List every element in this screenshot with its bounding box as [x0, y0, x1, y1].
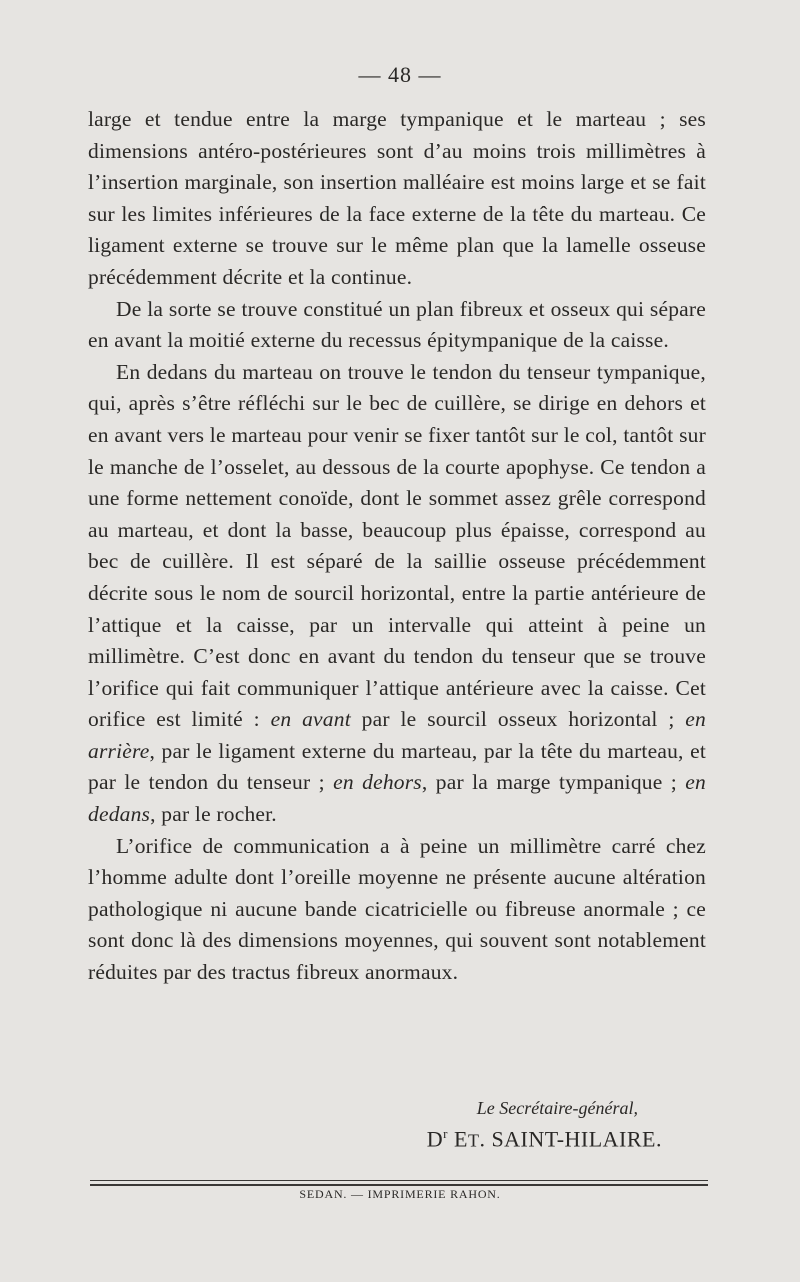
paragraph — [88, 357, 706, 831]
text-run: large et tendue entre la marge tympanique et le marteau ; ses dimensions antéro-postérieures sont d’au moins trois millimètres à l’insertion marginale, son insertion malléaire est moins large et se fait sur les limites inférieures de la face externe de la tête du marteau. Ce ligament externe se trouve sur le même plan que la lamelle osseuse précédemment décrite et la continue. — [88, 107, 706, 289]
text-run: En dedans du marteau on trouve le tendon du tenseur tympanique, qui, après s’être réfléchi sur le bec de cuillère, se dirige en dehors et en avant vers le marteau pour venir se fixer tantôt sur le col, tantôt sur le manche de l’osselet, au dessous de la courte apophyse. Ce tendon a une forme nettement conoïde, dont le sommet assez grêle correspond au marteau, et dont la basse, beaucoup plus épaisse, correspond au bec de cuillère. Il est séparé de la saillie osseuse précédemment décrite sous le nom de sourcil horizontal, entre la partie antérieure de l’attique et la caisse, par un intervalle qui atteint à peine un millimètre. C’est donc en avant du tendon du tenseur que se trouve l’orifice qui fait communiquer l’attique antérieure avec la caisse. Cet orifice est limité : — [88, 359, 706, 732]
italic-phrase: en dedans — [88, 770, 706, 827]
signature-name — [427, 1126, 662, 1152]
printer-imprint: SEDAN. — IMPRIMERIE RAHON. — [299, 1187, 501, 1201]
italic-phrase: en avant — [270, 707, 351, 732]
body-text — [88, 104, 706, 989]
text-run: L’orifice de communication a à peine un millimètre carré chez l’homme adulte dont l’oreille moyenne ne présente aucune altération pathologique ni aucune bande cicatricielle ou fibreuse anormale ; ce sont donc là des dimensions moyennes, qui souvent sont notablement réduites par des tractus fibreux anormaux. — [88, 833, 706, 985]
italic-phrase: en arrière — [88, 707, 706, 763]
italic-phrase: en dehors — [333, 770, 422, 795]
text-run: , par le ligament externe du marteau, par la tête du marteau, et par le tendon du tenseur ; — [88, 738, 706, 795]
signature-initial: E — [447, 1126, 468, 1152]
paragraph — [88, 104, 706, 294]
signature-initial-small: T — [467, 1130, 480, 1151]
paragraph — [88, 294, 706, 357]
text-run: par le sourcil osseux horizontal ; — [350, 707, 686, 732]
signature-title: Le Secrétaire-général, — [476, 1098, 638, 1118]
text-run: De la sorte se trouve constitué un plan fibreux et osseux qui sépare en avant la moitié externe du recessus épitympanique de la caisse. — [88, 296, 706, 353]
signature-prefix: D — [426, 1126, 444, 1152]
paragraph — [88, 831, 706, 989]
footer-rule-thin — [90, 1180, 708, 1181]
signature-surname: . SAINT-HILAIRE. — [479, 1126, 662, 1152]
signature-prefix-sup: r — [443, 1126, 448, 1141]
footer-rule-thick — [90, 1184, 708, 1186]
text-run: , par la marge tympanique ; — [421, 770, 686, 795]
text-run: , par le rocher. — [150, 802, 277, 827]
page-number: — 48 — — [358, 62, 442, 87]
